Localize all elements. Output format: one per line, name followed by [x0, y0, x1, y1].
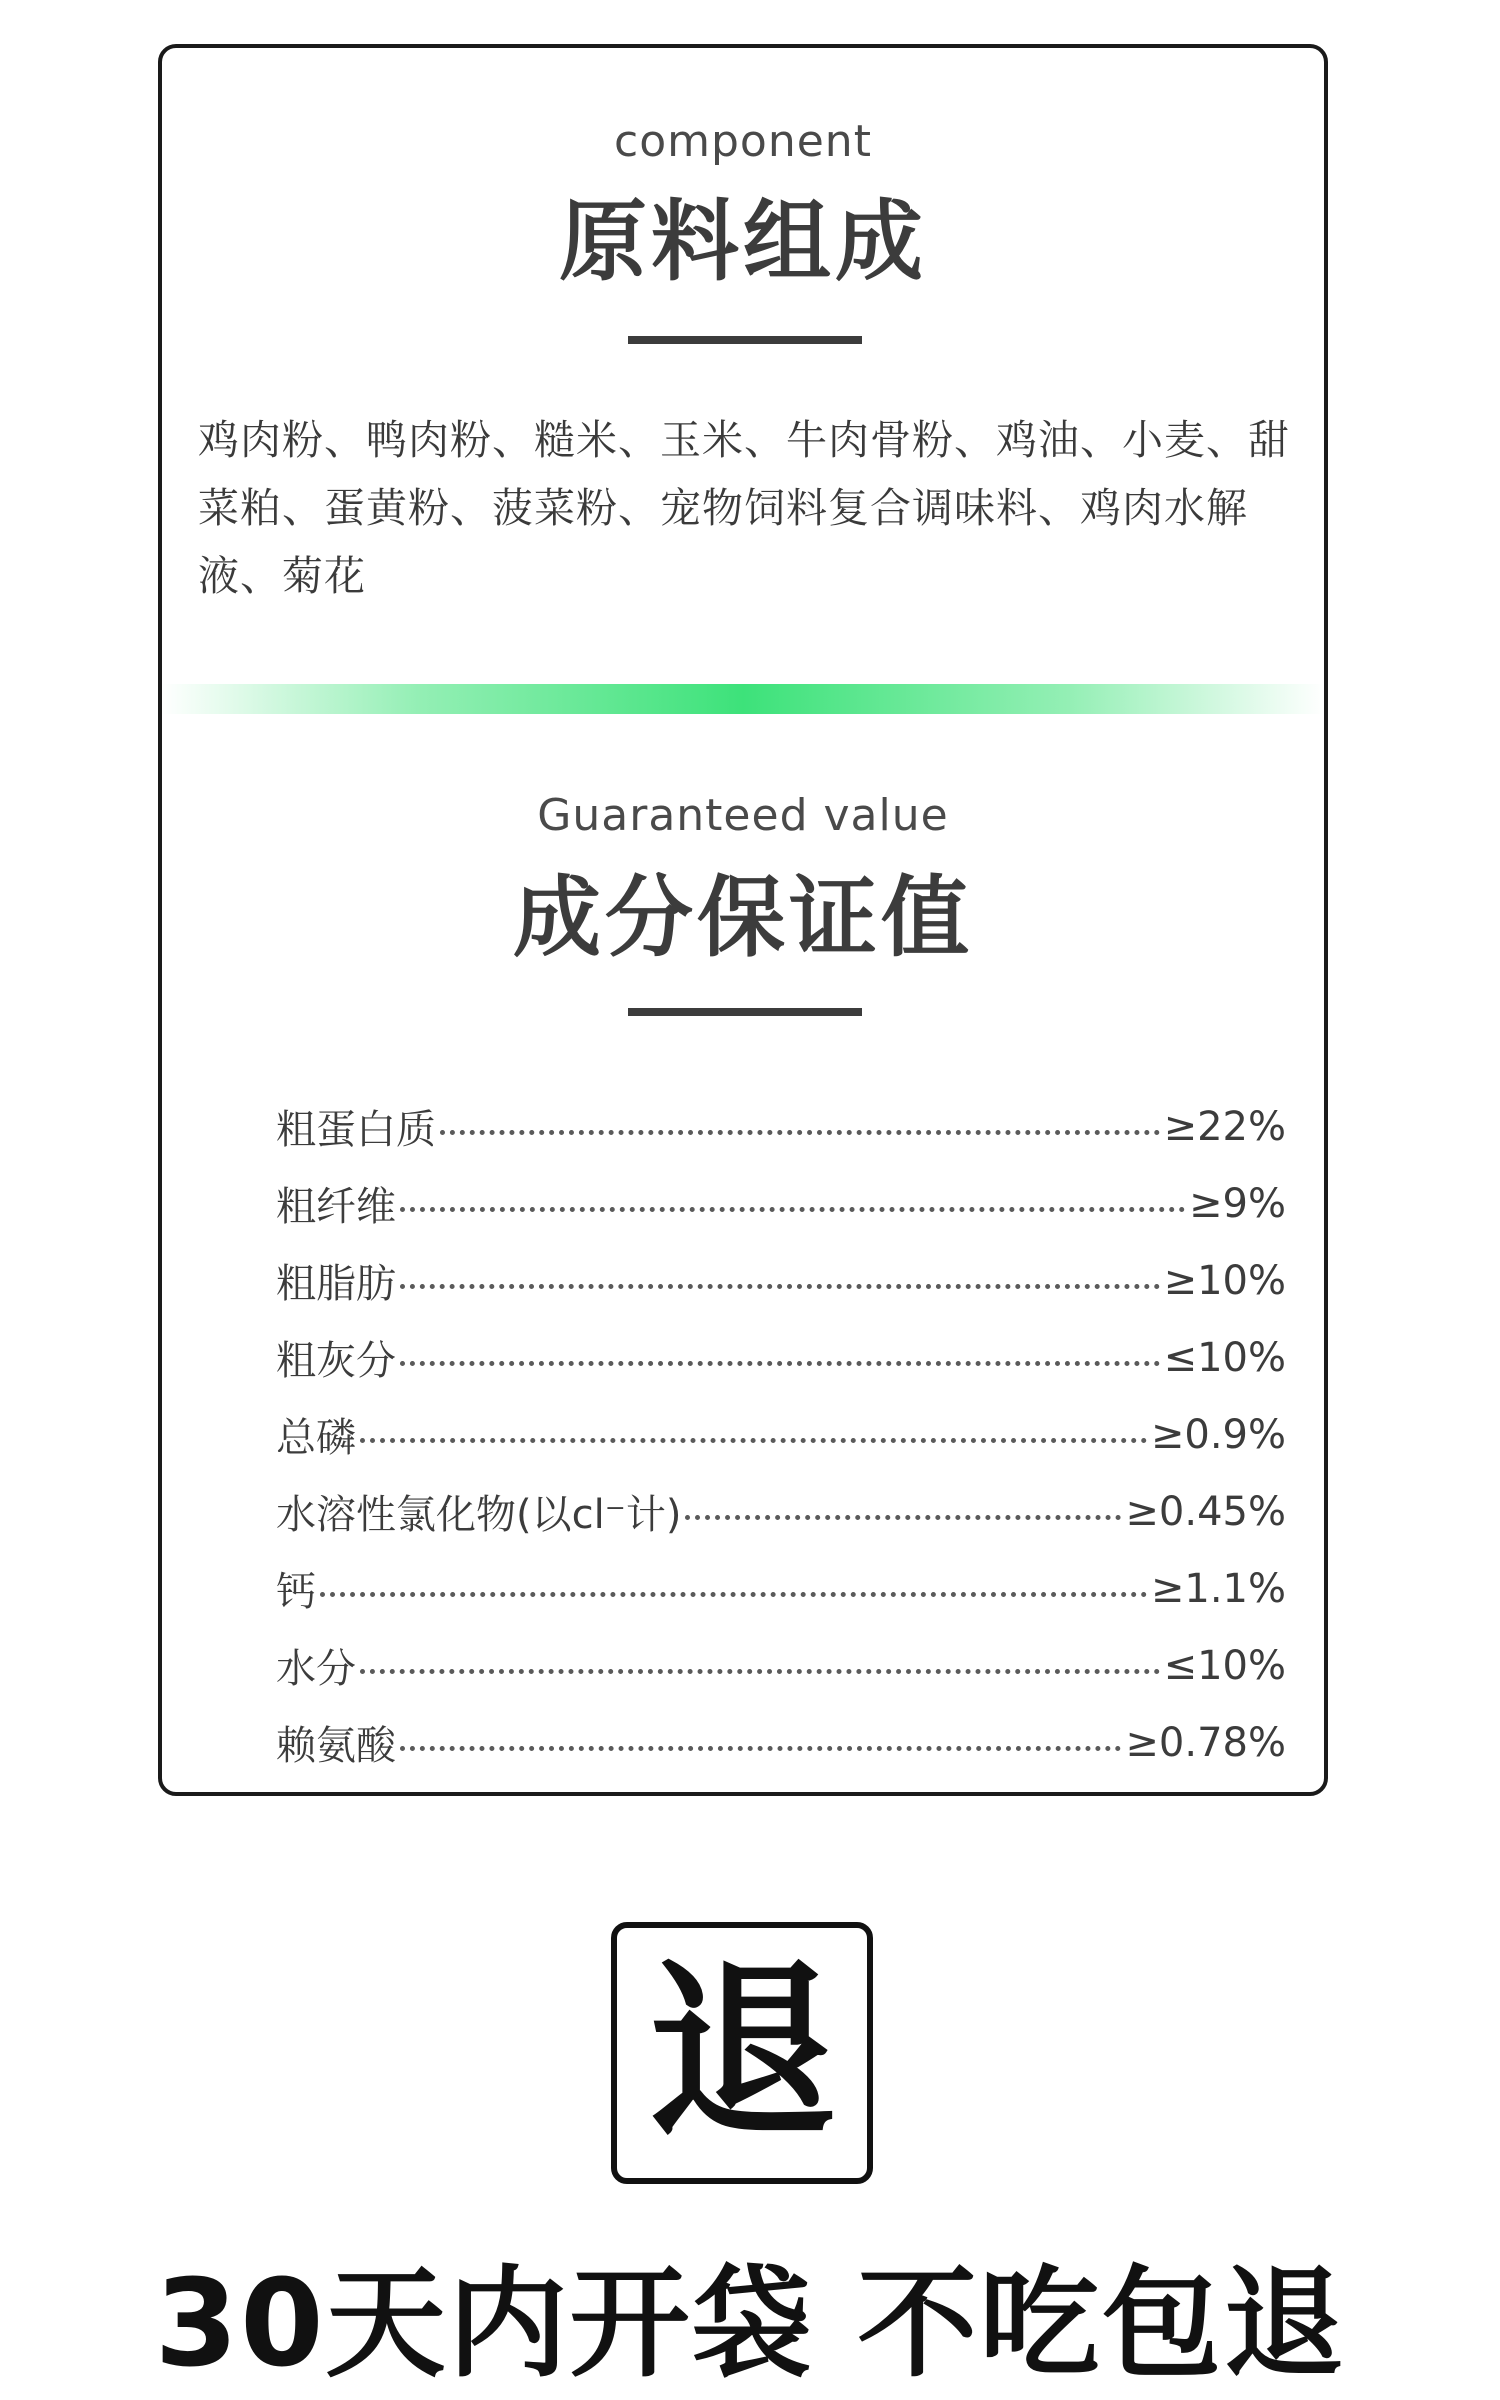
- value-row-water-soluble-chloride: [276, 1473, 1286, 1550]
- value-row-crude-fiber: [276, 1165, 1286, 1242]
- value-amount: ≥22%: [1163, 1103, 1286, 1150]
- ingredients-text: 鸡肉粉、鸭肉粉、糙米、玉米、牛肉骨粉、鸡油、小麦、甜菜粕、蛋黄粉、菠菜粉、宠物饲料复合调味料、鸡肉水解液、菊花: [198, 416, 1290, 600]
- green-gradient-divider: [162, 684, 1324, 714]
- value-name: 水溶性氯化物(以cl⁻计): [276, 1492, 682, 1538]
- value-amount: ≥1.1%: [1150, 1565, 1286, 1612]
- value-amount: ≥0.45%: [1125, 1488, 1286, 1535]
- value-row-calcium: [276, 1550, 1286, 1627]
- value-amount: ≥0.9%: [1150, 1411, 1286, 1458]
- guaranteed-title: 成分保证值: [512, 866, 973, 969]
- value-row-crude-ash: [276, 1319, 1286, 1396]
- nutrition-card: [158, 44, 1328, 1796]
- guaranteed-subtitle: Guaranteed value: [537, 790, 949, 841]
- value-row-crude-fat: [276, 1242, 1286, 1319]
- return-badge-char: 退: [646, 1942, 837, 2163]
- value-name: 粗纤维: [276, 1184, 396, 1230]
- value-row-lysine: [276, 1704, 1286, 1781]
- value-row-moisture: [276, 1627, 1286, 1704]
- dot-leader: [440, 1130, 1160, 1135]
- dot-leader: [320, 1592, 1147, 1597]
- guaranteed-divider: [628, 1008, 862, 1016]
- value-name: 水分: [276, 1646, 356, 1692]
- value-amount: ≥10%: [1163, 1257, 1286, 1304]
- value-name: 赖氨酸: [276, 1723, 396, 1769]
- dot-leader: [685, 1515, 1121, 1520]
- dot-leader: [360, 1669, 1160, 1674]
- value-amount: ≥9%: [1189, 1180, 1286, 1227]
- component-subtitle: component: [614, 116, 872, 167]
- dot-leader: [400, 1207, 1185, 1212]
- value-name: 钙: [276, 1569, 316, 1615]
- dot-leader: [400, 1284, 1160, 1289]
- dot-leader: [360, 1438, 1147, 1443]
- return-badge: [611, 1922, 873, 2184]
- value-amount: ≤10%: [1163, 1334, 1286, 1381]
- return-policy-text: 30天内开袋 不吃包退: [154, 2255, 1346, 2394]
- value-name: 粗脂肪: [276, 1261, 396, 1307]
- value-name: 粗蛋白质: [276, 1107, 436, 1153]
- value-name: 粗灰分: [276, 1338, 396, 1384]
- value-row-crude-protein: [276, 1088, 1286, 1165]
- value-name: 总磷: [276, 1415, 356, 1461]
- guaranteed-values-list: [276, 1088, 1286, 1781]
- component-divider: [628, 336, 862, 344]
- value-row-total-phosphorus: [276, 1396, 1286, 1473]
- value-amount: ≤10%: [1163, 1642, 1286, 1689]
- dot-leader: [400, 1361, 1160, 1366]
- value-amount: ≥0.78%: [1125, 1719, 1286, 1766]
- dot-leader: [400, 1746, 1121, 1751]
- component-title: 原料组成: [558, 190, 927, 293]
